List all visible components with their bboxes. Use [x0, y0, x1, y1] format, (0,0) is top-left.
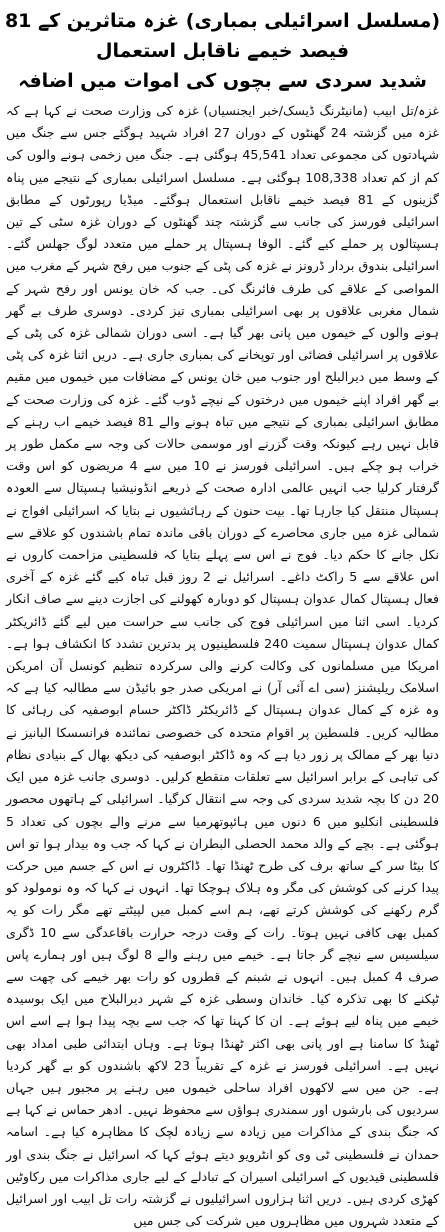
article-body: [4, 100, 441, 1232]
headline-line-2: شدید سردی سے بچوں کی اموات میں اضافہ: [18, 70, 427, 92]
headline-line-1: (مسلسل اسرائیلی بمباری) غزہ متاثرین کے 81 فیصد خیمے ناقابل استعمال: [4, 10, 441, 62]
article-body-paragraph: غزہ/تل ابیب (مانیٹرنگ ڈیسک/خبر ایجنسیاں) غزہ کی وزارت صحت نے کہا ہے کہ غزہ میں گزشتہ 24 گھنٹوں کے دوران 27 افراد شہید ہوگئے جس سے جنگ میں شہادتوں کی مجموعی تعداد 45,541 ہوگئی ہے۔ جنگ میں زخمی ہونے والوں کی کم از کم تعداد 108,338 ہوگئی ہے۔ مسلسل اسرائیلی بمباری کے نتیجے میں پناہ گزینوں کے 81 فیصد خیمے ناقابل استعمال ہوگئے۔ میڈیا رپورٹوں کے مطابق اسرائیلی فورسز کی جانب سے گزشتہ چند گھنٹوں کے دوران غزہ سٹی کے تین ہسپتالوں پر حملے کیے گئے۔ الوفا ہسپتال پر حملے میں متعدد لوگ جھلس گئے۔ اسرائیلی بندوق بردار ڈرونز نے غزہ کی پٹی کے جنوب میں رفح شہر کے مغرب میں المواصی کے علاقے کی طرف فائرنگ کی۔ جب کہ خان یونس اور رفح شہر کے شمال مغربی علاقوں پر بھی اسرائیلی بمباری تیز کردی۔ دوسری طرف بے گھر ہونے والوں کے خیموں میں پانی بھر گیا ہے۔ اسی دوران شمالی غزہ کی پٹی کے علاقوں پر اسرائیلی فضائی اور توپخانے کی بمباری جاری ہے۔ دریں اثنا غزہ کی پٹی کے وسط میں دیرالبلح اور جنوب میں خان یونس کے مضافات میں خیموں میں مقیم بے گھر افراد اپنے خیموں میں درختوں کے نیچے ڈوب گئے۔ غزہ کی وزارت صحت کے مطابق اسرائیلی بمباری کے نتیجے میں تباہ ہونے والے 81 فیصد خیمے اب رہنے کے قابل نہیں رہے کیونکہ وقت گزرنے اور موسمی حالات کی وجہ سے مکمل طور پر خراب ہو چکے ہیں۔ اسرائیلی فورسز نے 10 میں سے 4 مریضوں کو اس وقت گرفتار کرلیا جب انہیں عالمی ادارہ صحت کے ذریعے انڈونیشیا ہسپتال سے العودہ ہسپتال منتقل کیا جارہا تھا۔ بیت حنون کے رہائشیوں نے بتایا کہ اسرائیلی افواج نے شمالی غزہ میں جاری محاصرے کے دوران باقی ماندہ تمام باشندوں کو علاقے سے نکل جانے کا حکم دیا۔ فوج نے اس سے پہلے بتایا کہ فلسطینی مزاحمت کاروں نے اس علاقے سے 5 راکٹ داغے۔ اسرائیل نے 2 روز قبل تباہ کیے گئے غزہ کے آخری فعال ہسپتال کمال عدوان ہسپتال کو دوبارہ کھولنے کی اجازت دینے سے صاف انکار کردیا۔ اسی اثنا میں اسرائیلی فوج کی جانب سے حراست میں لیے گئے ڈائریکٹر کمال عدوان ہسپتال سمیت 240 فلسطینیوں پر بدترین تشدد کا انکشاف ہوا ہے۔ امریکا میں مسلمانوں کی وکالت کرنے والی سرکردہ تنظیم کونسل آن امریکن اسلامک ریلیشنز (سی اے آئی آر) نے امریکی صدر جو بائیڈن سے مطالبہ کیا ہے کہ وہ غزہ کے کمال عدوان ہسپتال کے ڈائریکٹر ڈاکٹر حسام ابوصفیہ کی رہائی کا مطالبہ کریں۔ فلسطین پر اقوام متحدہ کی خصوصی نمائندہ فرانسسکا البانیز نے دنیا بھر کے ممالک پر زور دیا ہے کہ وہ ڈاکٹر ابوصفیہ کی دیکھ بھال کے بنیادی نظام کی تباہی کے برابر اسرائیل سے تعلقات منقطع کرلیں۔ دوسری جانب غزہ میں ایک 20 دن کا بچہ شدید سردی کی وجہ سے انتقال کرگیا۔ اسرائیلی کے ہاتھوں محصور فلسطینی انکلیو میں 6 دنوں میں ہائپوتھرمیا سے مرنے والے بچوں کی تعداد 5 ہوگئی ہے۔ بچے کے والد محمد الحصلی البطران نے کہا کہ جب وہ بیدار ہوا تو اس کا بیٹا سر کے ساتھ برف کی طرح ٹھنڈا تھا۔ ڈاکٹروں نے اس کے جسم میں حرکت پیدا کرنے کی کوشش کی مگر وہ ہلاک ہوچکا تھا۔ انہوں نے کہا کہ وہ نومولود کو گرم رکھنے کی کوشش کرتے تھے، ہم اسے کمبل میں لپیٹتے تھے مگر رات کو یہ کمبل بھی کافی نہیں ہوتا۔ رات کے وقت درجہ حرارت باقاعدگی سے 10 ڈگری سیلسیس سے نیچے گر جاتا ہے۔ خیمے میں رہنے والے 8 لوگ ہیں اور ہمارے پاس صرف 4 کمبل ہیں۔ انہوں نے شبنم کے قطروں کو رات بھر خیمے کی چھت سے ٹپکنے کا بھی تذکرہ کیا۔ خاندان وسطی غزہ کے شہر دیرالبلاح میں ایک بوسیدہ خیمے میں پناہ لیے ہوئے ہے۔ ان کا کہنا تھا کہ جب سے بچہ پیدا ہوا ہے اسے اس ٹھنڈ کا سامنا ہے اور پانی بھی اکثر ٹھنڈا ہوتا ہے۔ وہاں ابتدائی طبی امداد بھی نہیں ہے۔ اسرائیلی فورسز نے غزہ کے تقریباً 23 لاکھ باشندوں کو بے گھر کردیا ہے۔ جن میں سے لاکھوں افراد ساحلی خیموں میں رہنے پر مجبور ہیں جہاں سردیوں کی بارشوں اور سمندری ہواؤں سے محفوظ نہیں۔ ادھر حماس نے کہا ہے کہ جنگ بندی کے مذاکرات میں زیادہ سے زیادہ لچک کا مظاہرہ کیا ہے۔ اسامہ حمدان نے فلسطینی ٹی وی کو انٹرویو دیتے ہوئے کہا کہ اسرائیل نے جنگ بندی اور فلسطینی قیدیوں کے اسرائیلی اسیران کے تبادلے کے لیے جاری مذاکرات میں رکاوٹیں کھڑی کردی ہیں۔ دریں اثنا ہزاروں اسرائیلیوں نے گزشتہ رات تل ابیب اور اسرائیل کے متعدد شہروں میں مظاہروں میں شرکت کی جس میں: [6, 103, 440, 1229]
